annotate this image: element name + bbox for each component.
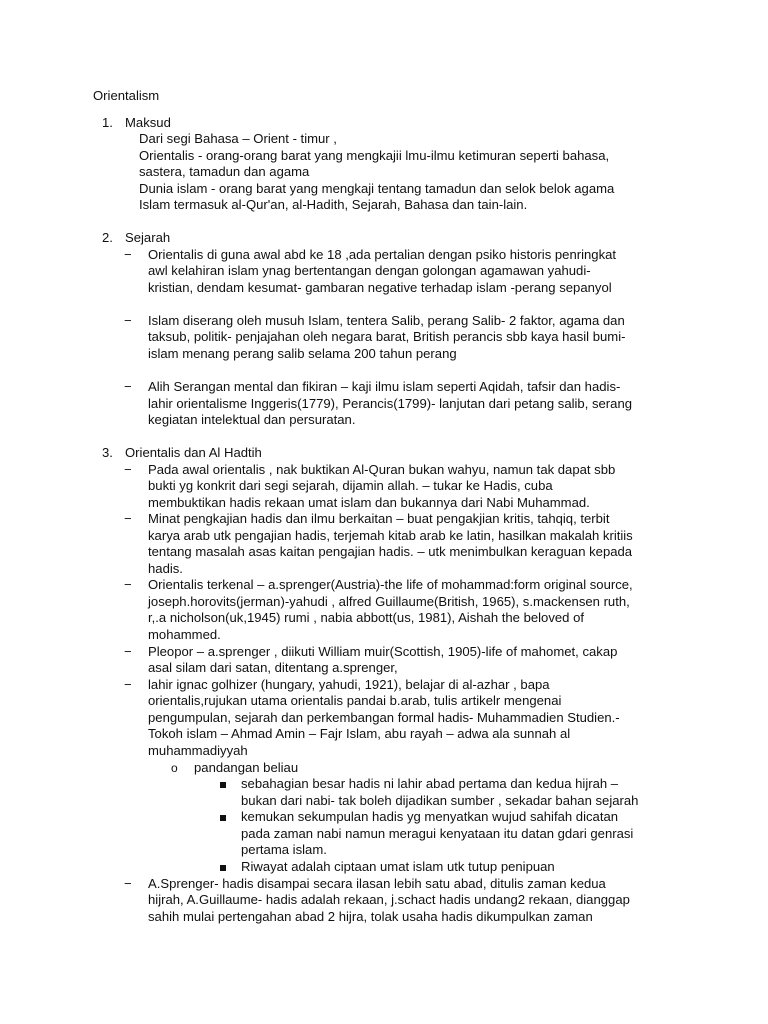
bullet-line: muhammadiyyah bbox=[148, 743, 248, 758]
bullet-line: Orientalis di guna awal abd ke 18 ,ada pertalian dengan psiko historis penringkat bbox=[148, 247, 617, 262]
bullet-line: asal silam dari satan, ditentang a.sprenger, bbox=[148, 660, 398, 675]
dash-bullet: − bbox=[124, 511, 132, 526]
bullet-line: kegiatan intelektual dan persuratan. bbox=[148, 412, 356, 427]
bullet-line: joseph.horovits(jerman)-yahudi , alfred Guillaume(British, 1965), s.mackensen ruth, bbox=[148, 594, 630, 609]
bullet-line: Minat pengkajian hadis dan ilmu berkaitan – buat pengakjian kritis, tahqiq, terbit bbox=[148, 511, 610, 526]
section-2-number: 2. bbox=[102, 230, 113, 245]
section-1-line: sastera, tamadun dan agama bbox=[139, 164, 310, 179]
bullet-line: kristian, dendam kesumat- gambaran negative terhadap islam -perang sepanyol bbox=[148, 280, 612, 295]
section-1-number: 1. bbox=[102, 115, 113, 130]
bullet-line: mohammed. bbox=[148, 627, 221, 642]
bullet-line: orientalis,rujukan utama orientalis pandai b.arab, tulis artikelr mengenai bbox=[148, 693, 562, 708]
sub-item-line: sebahagian besar hadis ni lahir abad pertama dan kedua hijrah – bbox=[241, 776, 619, 791]
bullet-line: Pada awal orientalis , nak buktikan Al-Quran bukan wahyu, namun tak dapat sbb bbox=[148, 462, 616, 477]
bullet-line: Islam diserang oleh musuh Islam, tentera Salib, perang Salib- 2 faktor, agama dan bbox=[148, 313, 625, 328]
bullet-line: pengumpulan, sejarah dan perkembangan formal hadis- Muhammadien Studien.- bbox=[148, 710, 620, 725]
bullet-line: sahih mulai pertengahan abad 2 hijra, tolak usaha hadis dikumpulkan zaman bbox=[148, 909, 593, 924]
sub-bullet-heading: pandangan beliau bbox=[194, 760, 299, 775]
section-1-line: Dunia islam - orang barat yang mengkaji tentang tamadun dan selok belok agama bbox=[139, 181, 615, 196]
sub-item-line: bukan dari nabi- tak boleh dijadikan sumber , sekadar bahan sejarah bbox=[241, 793, 639, 808]
bullet-line: Pleopor – a.sprenger , diikuti William muir(Scottish, 1905)-life of mahomet, cakap bbox=[148, 644, 618, 659]
section-1-line: Orientalis - orang-orang barat yang mengkajii lmu-ilmu ketimuran seperti bahasa, bbox=[139, 148, 610, 163]
bullet-line: taksub, politik- penjajahan oleh negara barat, British perancis sbb kaya hasil bumi- bbox=[148, 329, 626, 344]
bullet-line: Tokoh islam – Ahmad Amin – Fajr Islam, abu rayah – adwa ala sunnah al bbox=[148, 726, 571, 741]
bullet-line: lahir ignac golhizer (hungary, yahudi, 1921), belajar di al-azhar , bapa bbox=[148, 677, 550, 692]
dash-bullet: − bbox=[124, 644, 132, 659]
bullet-line: karya arab utk pengajian hadis, terjemah kitab arab ke latin, hasilkan makalah kritiis bbox=[148, 528, 633, 543]
dash-bullet: − bbox=[124, 313, 132, 328]
dash-bullet: − bbox=[124, 577, 132, 592]
square-bullet-icon bbox=[220, 865, 226, 871]
bullet-line: Alih Serangan mental dan fikiran – kaji ilmu islam seperti Aqidah, tafsir dan hadis- bbox=[148, 379, 621, 394]
sub-item-line: pada zaman nabi namun meragui kenyataan itu datan gdari genrasi bbox=[241, 826, 634, 841]
bullet-line: tentang masalah asas kaitan pengajian hadis. – utk menimbulkan keraguan kepada bbox=[148, 544, 633, 559]
circle-bullet: o bbox=[171, 761, 178, 775]
bullet-line: membuktikan hadis rekaan umat islam dan bukannya dari Nabi Muhammad. bbox=[148, 495, 590, 510]
bullet-line: Orientalis terkenal – a.sprenger(Austria)-the life of mohammad:form original source, bbox=[148, 577, 633, 592]
dash-bullet: − bbox=[124, 677, 132, 692]
square-bullet-icon bbox=[220, 815, 226, 821]
bullet-line: r,.a nicholson(uk,1945) rumi , nabia abbott(us, 1981), Aishah the beloved of bbox=[148, 610, 585, 625]
bullet-line: islam menang perang salib selama 200 tahun perang bbox=[148, 346, 457, 361]
square-bullet-icon bbox=[220, 782, 226, 788]
bullet-line: awl kelahiran islam ynag bertentangan dengan golongan agamawan yahudi- bbox=[148, 263, 591, 278]
dash-bullet: − bbox=[124, 876, 132, 891]
section-1-line: Dari segi Bahasa – Orient - timur , bbox=[139, 131, 337, 146]
sub-item-line: Riwayat adalah ciptaan umat islam utk tutup penipuan bbox=[241, 859, 555, 874]
sub-item-line: kemukan sekumpulan hadis yg menyatkan wujud sahifah dicatan bbox=[241, 809, 619, 824]
bullet-line: bukti yg konkrit dari segi sejarah, dijamin allah. – tukar ke Hadis, cuba bbox=[148, 478, 553, 493]
document-title: Orientalism bbox=[93, 88, 160, 103]
bullet-line: lahir orientalisme Inggeris(1779), Perancis(1799)- lanjutan dari petang salib, serang bbox=[148, 396, 633, 411]
section-3-heading: Orientalis dan Al Hadtih bbox=[125, 445, 262, 460]
bullet-line: hadis. bbox=[148, 561, 183, 576]
section-1-line: Islam termasuk al-Qur'an, al-Hadith, Sejarah, Bahasa dan tain-lain. bbox=[139, 197, 528, 212]
dash-bullet: − bbox=[124, 247, 132, 262]
section-3-number: 3. bbox=[102, 445, 113, 460]
bullet-line: A.Sprenger- hadis disampai secara ilasan lebih satu abad, ditulis zaman kedua bbox=[148, 876, 606, 891]
section-2-heading: Sejarah bbox=[125, 230, 171, 245]
section-1-heading: Maksud bbox=[125, 115, 171, 130]
bullet-line: hijrah, A.Guillaume- hadis adalah rekaan, j.schact hadis undang2 rekaan, dianggap bbox=[148, 892, 630, 907]
dash-bullet: − bbox=[124, 462, 132, 477]
sub-item-line: pertama islam. bbox=[241, 842, 327, 857]
dash-bullet: − bbox=[124, 379, 132, 394]
